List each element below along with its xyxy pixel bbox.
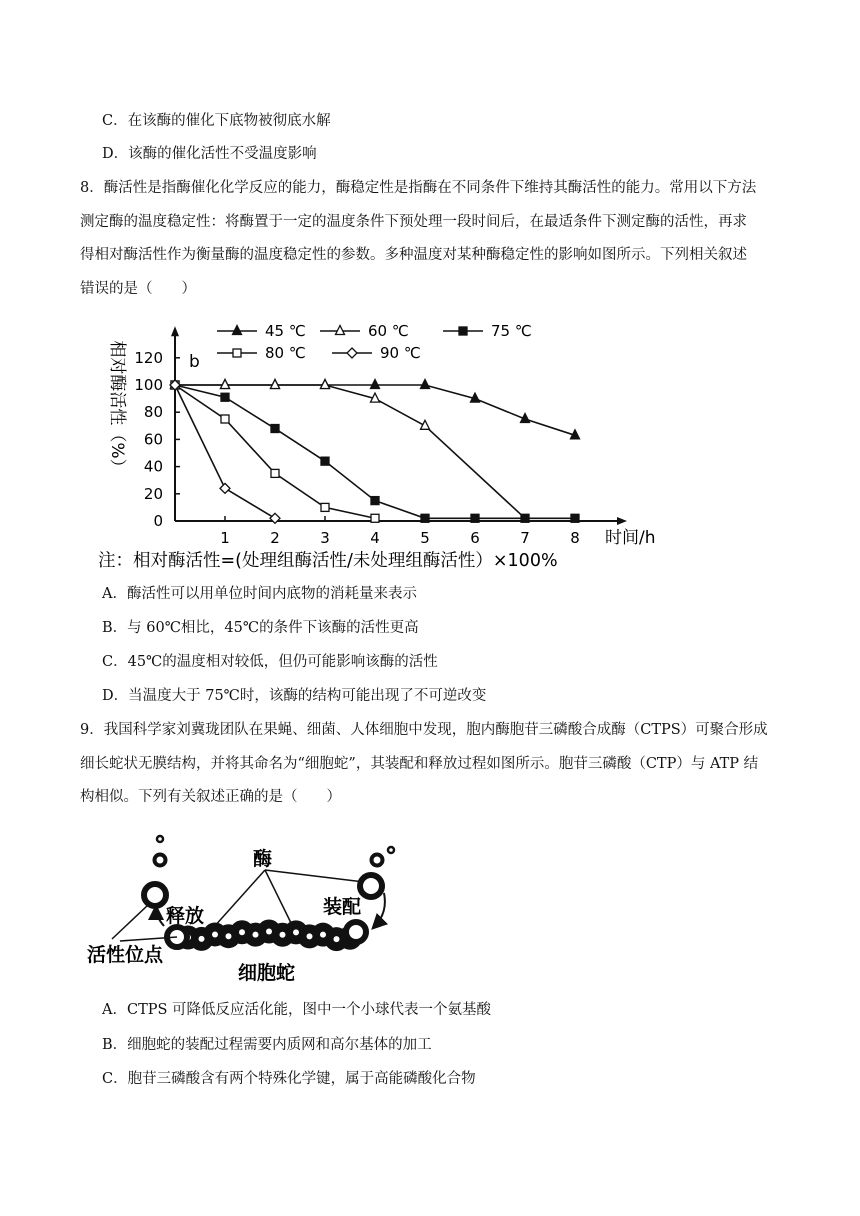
x-tick-label: 2 <box>270 529 280 547</box>
x-tick-label: 1 <box>220 529 230 547</box>
legend-item <box>443 322 532 340</box>
legend-label: 45 ℃ <box>265 322 306 340</box>
chain-enzyme-core <box>239 929 245 935</box>
data-point <box>220 483 230 493</box>
data-point <box>321 380 330 389</box>
q8-stem-line: 测定酶的温度稳定性：将酶置于一定的温度条件下预处理一段时间后，在最适条件下测定酶的活性，再求 <box>80 213 747 230</box>
release-label: 释放 <box>166 905 205 927</box>
x-tick-label: 3 <box>320 529 330 547</box>
legend-label: 60 ℃ <box>368 322 409 340</box>
q9-option-c: C．胞苷三磷酸含有两个特殊化学键，属于高能磷酸化合物 <box>102 1071 476 1087</box>
q7-option-c: C．在该酶的催化下底物被彻底水解 <box>102 113 331 129</box>
series-line <box>175 385 425 426</box>
legend-item <box>217 344 306 362</box>
data-point <box>571 514 579 522</box>
chain-enzyme-core <box>320 932 326 938</box>
q9-stem-line: 细长蛇状无膜结构，并将其命名为“细胞蛇”，其装配和释放过程如图所示。胞苷三磷酸（CTP）与 ATP 结 <box>80 755 759 772</box>
panel-label: b <box>189 352 200 372</box>
series-line <box>175 385 375 518</box>
data-point <box>221 415 229 423</box>
legend-item <box>332 344 421 362</box>
chain-enzyme-core <box>334 936 340 942</box>
chain-enzyme-core <box>293 929 299 935</box>
q9-stem-line: 构相似。下列有关叙述正确的是（ ） <box>80 789 341 805</box>
y-tick-label: 80 <box>143 403 163 422</box>
legend-label: 90 ℃ <box>380 344 421 362</box>
chart-legend <box>217 322 532 362</box>
chain-enzyme-core <box>212 931 218 937</box>
y-tick-label: 120 <box>134 348 163 367</box>
series-45C <box>171 380 580 439</box>
cytoophidium-label: 细胞蛇 <box>238 962 296 984</box>
legend-item <box>217 322 306 340</box>
data-point <box>221 393 229 401</box>
data-point <box>347 348 357 358</box>
data-point <box>459 327 467 335</box>
data-point <box>233 326 242 335</box>
x-tick-label: 7 <box>520 529 530 547</box>
q8-stem-line: 错误的是（ ） <box>80 280 196 297</box>
data-point <box>321 503 329 511</box>
chain-enzyme-core <box>199 936 205 942</box>
chain-enzyme-core <box>266 929 272 935</box>
data-point <box>371 514 379 522</box>
q8-stem-line: 8．酶活性是指酶催化化学反应的能力，酶稳定性是指酶在不同条件下维持其酶活性的能力。常用以下方法 <box>80 180 757 196</box>
y-axis-label: 相对酶活性（%） <box>107 340 127 476</box>
legend-item <box>320 322 409 340</box>
series-80C <box>171 381 379 522</box>
data-point <box>271 425 279 433</box>
chain-enzyme-core <box>253 932 259 938</box>
enzyme-label: 酶 <box>253 848 273 870</box>
data-point <box>271 469 279 477</box>
chain-enzyme-core <box>226 933 232 939</box>
q9-option-b: B．细胞蛇的装配过程需要内质网和高尔基体的加工 <box>102 1037 432 1053</box>
q8-option-c: C．45℃的温度相对较低，但仍可能影响该酶的活性 <box>102 654 438 670</box>
active-site-label: 活性位点 <box>87 944 164 966</box>
series-line <box>175 385 275 518</box>
q8-option-b: B．与 60℃相比，45℃的条件下该酶的活性更高 <box>102 620 419 636</box>
q9-stem-line: 9．我国科学家刘冀珑团队在果蝇、细菌、人体细胞中发现，胞内酶胞苷三磷酸合成酶（CTPS）可聚合形成 <box>80 722 768 738</box>
data-point <box>421 514 429 522</box>
data-point <box>521 514 529 522</box>
free-enzyme-group <box>360 847 394 897</box>
q8-stem-line: 得相对酶活性作为衡量酶的温度稳定性的参数。多种温度对某种酶稳定性的影响如图所示。下列相关叙述 <box>80 247 747 263</box>
y-tick-label: 40 <box>143 457 163 476</box>
y-tick-label: 100 <box>134 376 163 394</box>
data-point <box>233 349 241 357</box>
x-tick-label: 6 <box>470 529 480 547</box>
y-tick-label: 60 <box>143 430 163 449</box>
q8-option-a: A．酶活性可以用单位时间内底物的消耗量来表示 <box>102 586 417 602</box>
data-point <box>321 457 329 465</box>
q8-option-d: D．当温度大于 75℃时，该酶的结构可能出现了不可逆改变 <box>102 688 487 704</box>
y-axis-arrow <box>171 326 179 336</box>
data-point <box>421 380 430 389</box>
active-site-pointer <box>112 905 148 939</box>
x-tick-label: 5 <box>420 529 430 547</box>
data-point <box>371 497 379 505</box>
y-tick-label: 0 <box>153 512 163 530</box>
chain-end-enzyme <box>346 922 366 942</box>
assemble-label: 装配 <box>323 896 362 918</box>
y-tick-label: 20 <box>143 484 163 503</box>
q8-stem <box>80 172 780 306</box>
chain-enzyme-core <box>280 932 286 938</box>
x-axis-arrow <box>617 517 627 525</box>
q9-option-a: A．CTPS 可降低反应活化能，图中一个小球代表一个氨基酸 <box>102 1002 492 1018</box>
data-point <box>336 326 345 335</box>
enzyme-stability-chart <box>90 308 670 578</box>
legend-label: 80 ℃ <box>265 344 306 362</box>
q9-stem <box>80 714 780 815</box>
released-enzyme-group <box>144 836 166 906</box>
legend-label: 75 ℃ <box>491 322 532 340</box>
cytoophidium-figure <box>80 825 410 995</box>
chain-enzyme-core <box>307 933 313 939</box>
data-point <box>371 380 380 389</box>
release-arrow <box>156 908 164 926</box>
data-point <box>221 380 230 389</box>
data-point <box>471 514 479 522</box>
x-tick-label: 4 <box>370 529 380 547</box>
chart-note: 注：相对酶活性=(处理组酶活性/未处理组酶活性）×100% <box>98 551 558 571</box>
series-segment <box>425 426 525 518</box>
series-60C <box>171 380 430 430</box>
q7-option-d: D．该酶的催化活性不受温度影响 <box>102 146 317 162</box>
x-axis-label: 时间/h <box>605 528 656 548</box>
x-tick-label: 8 <box>570 529 580 547</box>
chart-series <box>170 380 580 524</box>
data-point <box>271 380 280 389</box>
